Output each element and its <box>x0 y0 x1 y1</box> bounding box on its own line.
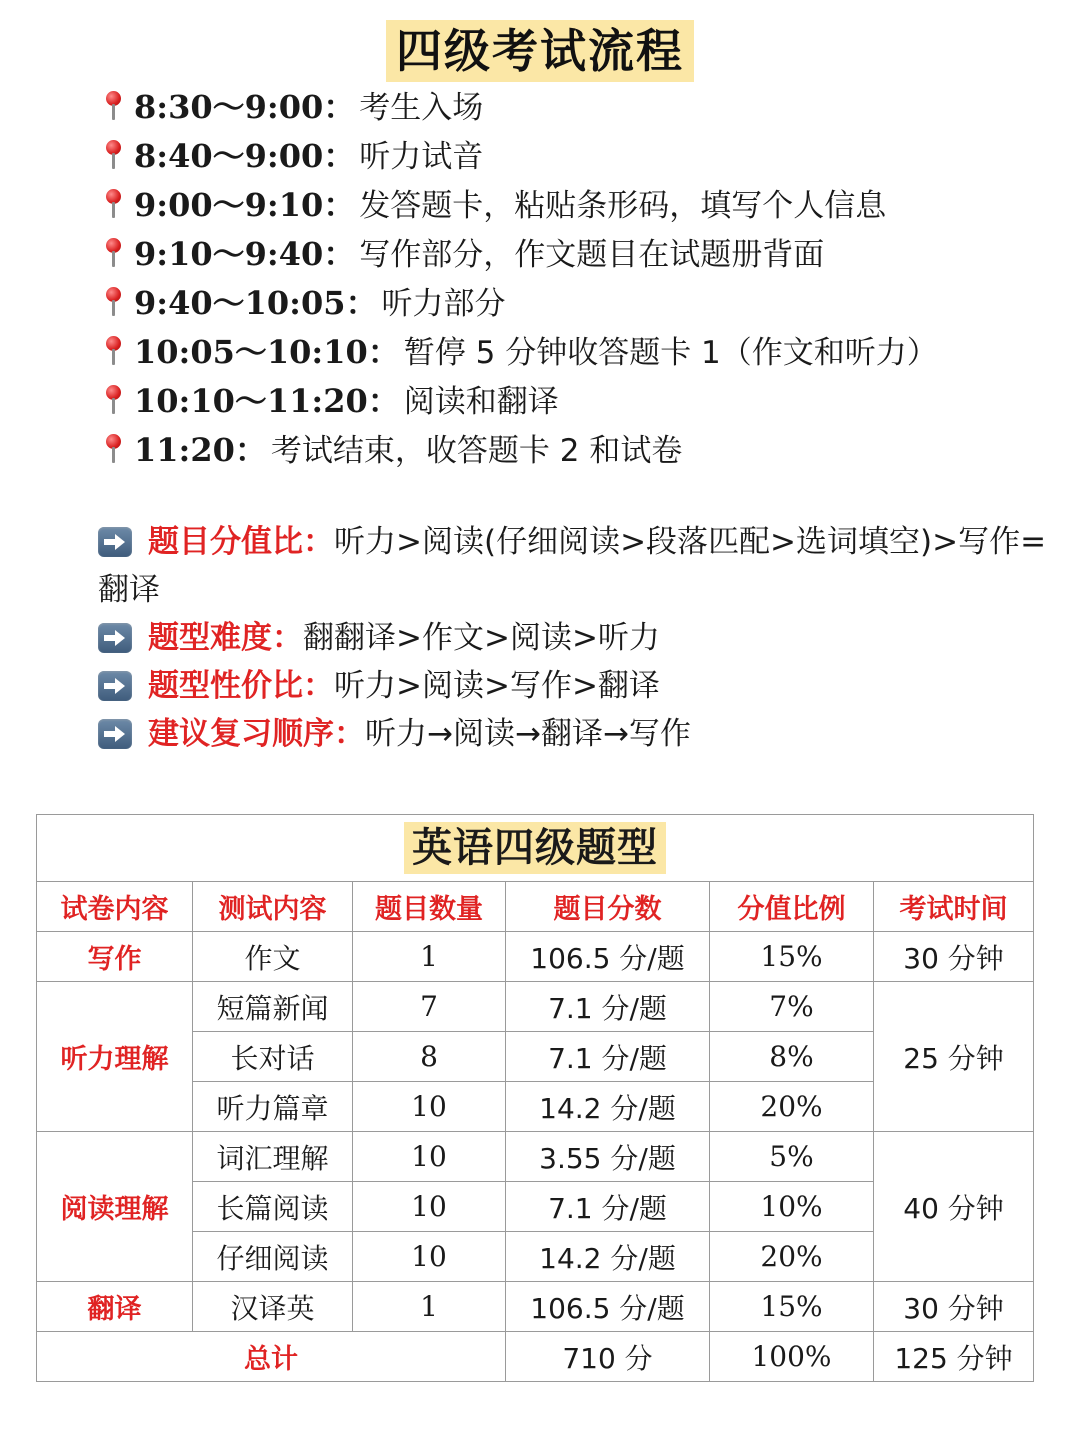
pushpin-icon <box>104 90 126 120</box>
header-score-ratio: 分值比例 <box>710 882 874 932</box>
right-arrow-icon <box>98 671 132 701</box>
schedule-item <box>104 374 1044 423</box>
cell-content: 听力篇章 <box>193 1082 353 1132</box>
question-type-table <box>36 814 1034 1382</box>
pushpin-icon <box>104 188 126 218</box>
pushpin-icon <box>104 433 126 463</box>
cell-score: 14.2 分/题 <box>506 1082 710 1132</box>
cell-content: 作文 <box>193 932 353 982</box>
note-item <box>98 518 1048 614</box>
schedule-text: 发答题卡，粘贴条形码，填写个人信息 <box>359 188 887 224</box>
cell-content: 长篇阅读 <box>193 1182 353 1232</box>
cell-count: 7 <box>353 982 506 1032</box>
cell-content: 短篇新闻 <box>193 982 353 1032</box>
schedule-text: 听力试音 <box>359 139 484 175</box>
total-ratio: 100% <box>710 1332 874 1382</box>
cell-ratio: 5% <box>710 1132 874 1182</box>
cell-time: 30 分钟 <box>874 932 1034 982</box>
exam-notes <box>98 518 1048 758</box>
schedule-text: 写作部分，作文题目在试题册背面 <box>359 237 825 273</box>
note-label: 建议复习顺序： <box>148 716 365 752</box>
cell-score: 7.1 分/题 <box>506 982 710 1032</box>
cell-count: 10 <box>353 1182 506 1232</box>
table-row <box>37 1132 1034 1182</box>
schedule-text: 暂停 5 分钟收答题卡 1（作文和听力） <box>403 335 938 371</box>
total-time: 125 分钟 <box>874 1332 1034 1382</box>
schedule-item <box>104 423 1044 472</box>
section-translation: 翻译 <box>37 1282 193 1332</box>
table-header-row <box>37 882 1034 932</box>
right-arrow-icon <box>98 527 132 557</box>
schedule-time: 8:30～9:00： <box>134 87 356 126</box>
schedule-time: 11:20： <box>134 430 267 469</box>
cell-time: 40 分钟 <box>874 1132 1034 1282</box>
schedule-item <box>104 325 1044 374</box>
note-text: 听力>阅读(仔细阅读>段落匹配>选词填空)>写作=翻译 <box>98 524 1047 608</box>
pushpin-icon <box>104 335 126 365</box>
cell-score: 106.5 分/题 <box>506 1282 710 1332</box>
table-caption: 英语四级题型 <box>404 822 666 874</box>
right-arrow-icon <box>98 719 132 749</box>
note-text: 听力>阅读>写作>翻译 <box>334 668 660 704</box>
total-score: 710 分 <box>506 1332 710 1382</box>
note-text: 听力→阅读→翻译→写作 <box>365 716 691 752</box>
table-row <box>37 982 1034 1032</box>
section-reading: 阅读理解 <box>37 1132 193 1282</box>
cell-score: 7.1 分/题 <box>506 1182 710 1232</box>
cell-ratio: 15% <box>710 932 874 982</box>
schedule-text: 考试结束，收答题卡 2 和试卷 <box>270 433 683 469</box>
pushpin-icon <box>104 384 126 414</box>
table-row <box>37 932 1034 982</box>
schedule-item <box>104 178 1044 227</box>
cell-ratio: 20% <box>710 1082 874 1132</box>
schedule-time: 10:05～10:10： <box>134 332 400 371</box>
question-type-table-wrap <box>36 814 1033 1382</box>
note-label: 题型难度： <box>148 620 303 656</box>
note-item <box>98 662 1048 710</box>
schedule-time: 9:00～9:10： <box>134 185 356 224</box>
cell-content: 汉译英 <box>193 1282 353 1332</box>
schedule-item <box>104 227 1044 276</box>
cell-count: 8 <box>353 1032 506 1082</box>
note-label: 题型性价比： <box>148 668 334 704</box>
total-label: 总计 <box>37 1332 506 1382</box>
cell-count: 1 <box>353 932 506 982</box>
cell-count: 10 <box>353 1132 506 1182</box>
section-writing: 写作 <box>37 932 193 982</box>
title-area <box>0 20 1080 82</box>
pushpin-icon <box>104 237 126 267</box>
schedule-time: 9:40～10:05： <box>134 283 378 322</box>
cell-ratio: 8% <box>710 1032 874 1082</box>
right-arrow-icon <box>98 623 132 653</box>
cell-ratio: 15% <box>710 1282 874 1332</box>
cell-score: 106.5 分/题 <box>506 932 710 982</box>
cell-ratio: 7% <box>710 982 874 1032</box>
schedule-item <box>104 129 1044 178</box>
table-caption-cell <box>37 815 1034 882</box>
page-title: 四级考试流程 <box>386 20 694 82</box>
schedule-text: 阅读和翻译 <box>403 384 559 420</box>
cell-ratio: 10% <box>710 1182 874 1232</box>
cell-count: 10 <box>353 1232 506 1282</box>
cell-content: 长对话 <box>193 1032 353 1082</box>
cell-time: 30 分钟 <box>874 1282 1034 1332</box>
header-exam-time: 考试时间 <box>874 882 1034 932</box>
cell-content: 词汇理解 <box>193 1132 353 1182</box>
exam-schedule <box>104 80 1044 472</box>
cell-score: 7.1 分/题 <box>506 1032 710 1082</box>
note-text: 翻翻译>作文>阅读>听力 <box>303 620 660 656</box>
schedule-time: 9:10～9:40： <box>134 234 356 273</box>
cell-time: 25 分钟 <box>874 982 1034 1132</box>
cell-count: 1 <box>353 1282 506 1332</box>
cell-score: 14.2 分/题 <box>506 1232 710 1282</box>
table-row <box>37 1282 1034 1332</box>
cell-score: 3.55 分/题 <box>506 1132 710 1182</box>
note-item <box>98 710 1048 758</box>
header-test-content: 测试内容 <box>193 882 353 932</box>
schedule-time: 8:40～9:00： <box>134 136 356 175</box>
pushpin-icon <box>104 139 126 169</box>
schedule-text: 听力部分 <box>381 286 506 322</box>
cell-ratio: 20% <box>710 1232 874 1282</box>
header-paper-content: 试卷内容 <box>37 882 193 932</box>
header-question-count: 题目数量 <box>353 882 506 932</box>
schedule-text: 考生入场 <box>359 90 484 126</box>
schedule-item <box>104 276 1044 325</box>
note-label: 题目分值比： <box>148 524 334 560</box>
pushpin-icon <box>104 286 126 316</box>
note-item <box>98 614 1048 662</box>
section-listening: 听力理解 <box>37 982 193 1132</box>
table-total-row <box>37 1332 1034 1382</box>
header-question-score: 题目分数 <box>506 882 710 932</box>
schedule-time: 10:10～11:20： <box>134 381 400 420</box>
cell-count: 10 <box>353 1082 506 1132</box>
schedule-item <box>104 80 1044 129</box>
cell-content: 仔细阅读 <box>193 1232 353 1282</box>
